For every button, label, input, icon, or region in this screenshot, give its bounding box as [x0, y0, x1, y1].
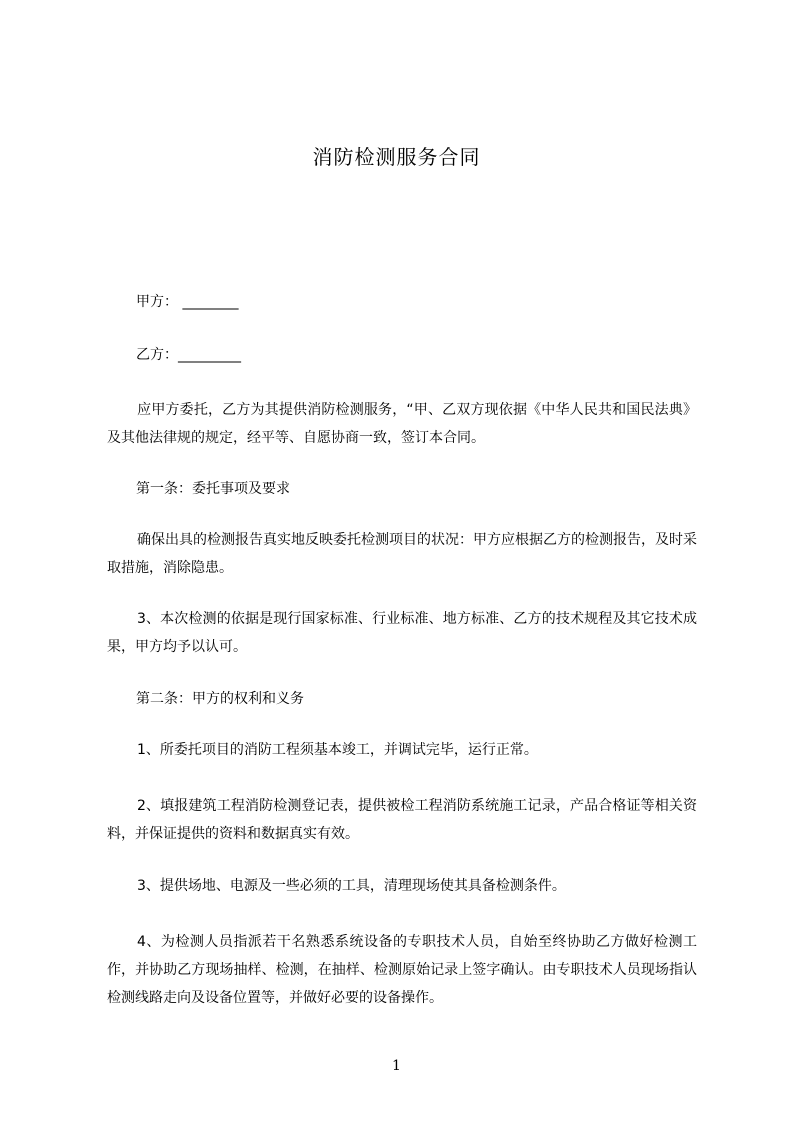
article-1-paragraph-3: [107, 605, 697, 661]
article-1-paragraph-1-text: 确保出具的检测报告真实地反映委托检测项目的状况：甲方应根据乙方的检测报告，及时采取措施，消除隐患。: [107, 532, 697, 576]
article-2-item-4-text: 4、为检测人员指派若干名熟悉系统设备的专职技术人员，自始至终协助乙方做好检测工作，并协助乙方现场抽样、检测，在抽样、检测原始记录上签字确认。由专职技术人员现场指认检测线路走向及设备位置等，并做好必要的设备操作。: [107, 934, 697, 1006]
article-2-item-2-text: 2、填报建筑工程消防检测登记表，提供被检工程消防系统施工记录，产品合格证等相关资料，并保证提供的资料和数据真实有效。: [107, 798, 697, 842]
page-number: 1: [392, 1058, 401, 1074]
article-1-paragraph-3-text: 3、本次检测的依据是现行国家标准、行业标准、地方标准、乙方的技术规程及其它技术成果，甲方均予以认可。: [107, 611, 697, 655]
article-2-item-3-text: 3、提供场地、电源及一些必须的工具，清理现场使其具备检测条件。: [137, 878, 566, 894]
article-2-item-1: [107, 736, 697, 764]
article-2-item-2: [107, 792, 697, 848]
intro-text: 应甲方委托，乙方为其提供消防检测服务，“甲、乙双方现依据《中华人民共和国民法典》及其他法律规的规定，经平等、自愿协商一致，签订本合同。: [107, 402, 697, 446]
article-2-item-1-text: 1、所委托项目的消防工程须基本竣工，并调试完毕，运行正常。: [137, 742, 538, 758]
party-b-line: 乙方：_________: [136, 347, 241, 363]
article-2-item-3: [107, 872, 697, 900]
article-1-heading: 第一条：委托事项及要求: [136, 481, 290, 497]
intro-paragraph: [107, 396, 697, 452]
document-title: 消防检测服务合同: [312, 145, 481, 169]
article-1-paragraph-1: [107, 526, 697, 582]
article-2-item-4: [107, 928, 697, 1012]
party-a-line: 甲方： ________: [136, 294, 239, 310]
article-2-heading: 第二条：甲方的权利和义务: [136, 691, 304, 707]
